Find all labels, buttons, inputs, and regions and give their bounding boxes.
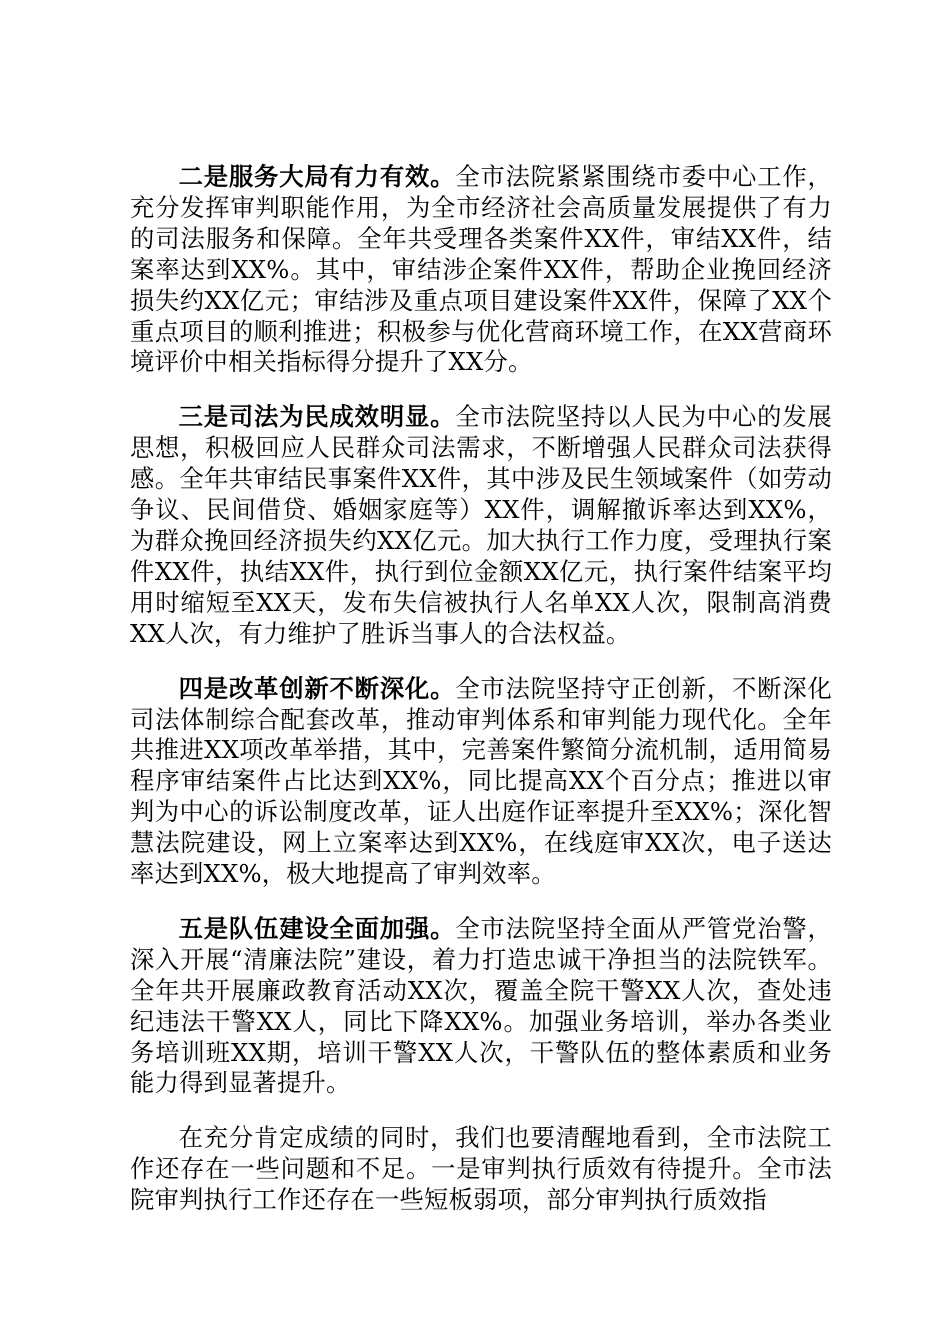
paragraph-problems <box>130 1123 832 1216</box>
paragraph-text: 在充分肯定成绩的同时，我们也要清醒地看到，全市法院工作还存在一些问题和不足。一是审判执行质效有待提升。全市法院审判执行工作还存在一些短板弱项，部分审判执行质效指 <box>130 1123 832 1215</box>
paragraph-heading: 二是服务大局有力有效。 <box>178 162 456 191</box>
paragraph-heading: 五是队伍建设全面加强。 <box>178 913 456 943</box>
paragraph-reform-innovation <box>130 674 832 890</box>
paragraph-justice-for-people <box>130 402 832 649</box>
paragraph-team-building <box>130 914 832 1099</box>
paragraph-service-overall <box>130 162 832 378</box>
paragraph-text: 全市法院坚持全面从严管党治警，深入开展“清廉法院”建设，着力打造忠诚干净担当的法院铁军。全年共开展廉政教育活动XX次，覆盖全院干警XX人次，查处违纪违法干警XX人，同比下降XX%。加强业务培训，举办各类业务培训班XX期，培训干警XX人次，干警队伍的整体素质和业务能力得到显著提升。 <box>130 913 832 1098</box>
paragraph-heading: 四是改革创新不断深化。 <box>178 673 456 703</box>
paragraph-text: 全市法院坚持以人民为中心的发展思想，积极回应人民群众司法需求，不断增强人民群众司法获得感。全年共审结民事案件XX件，其中涉及民生领域案件（如劳动争议、民间借贷、婚姻家庭等）XX件，调解撤诉率达到XX%，为群众挽回经济损失约XX亿元。加大执行工作力度，受理执行案件XX件，执结XX件，执行到位金额XX亿元，执行案件结案平均用时缩短至XX天，发布失信被执行人名单XX人次，限制高消费XX人次，有力维护了胜诉当事人的合法权益。 <box>130 402 832 648</box>
document-body <box>130 162 832 1240</box>
paragraph-text: 全市法院坚持守正创新，不断深化司法体制综合配套改革，推动审判体系和审判能力现代化。全年共推进XX项改革举措，其中，完善案件繁简分流机制，适用简易程序审结案件占比达到XX%，同比提高XX个百分点；推进以审判为中心的诉讼制度改革，证人出庭作证率提升至XX%；深化智慧法院建设，网上立案率达到XX%，在线庭审XX次，电子送达率达到XX%，极大地提高了审判效率。 <box>130 673 832 889</box>
paragraph-heading: 三是司法为民成效明显。 <box>178 402 456 432</box>
paragraph-text: 全市法院紧紧围绕市委中心工作，充分发挥审判职能作用，为全市经济社会高质量发展提供了有力的司法服务和保障。全年共受理各类案件XX件，审结XX件，结案率达到XX%。其中，审结涉企案件XX件，帮助企业挽回经济损失约XX亿元；审结涉及重点项目建设案件XX件，保障了XX个重点项目的顺利推进；积极参与优化营商环境工作，在XX营商环境评价中相关指标得分提升了XX分。 <box>130 162 832 377</box>
